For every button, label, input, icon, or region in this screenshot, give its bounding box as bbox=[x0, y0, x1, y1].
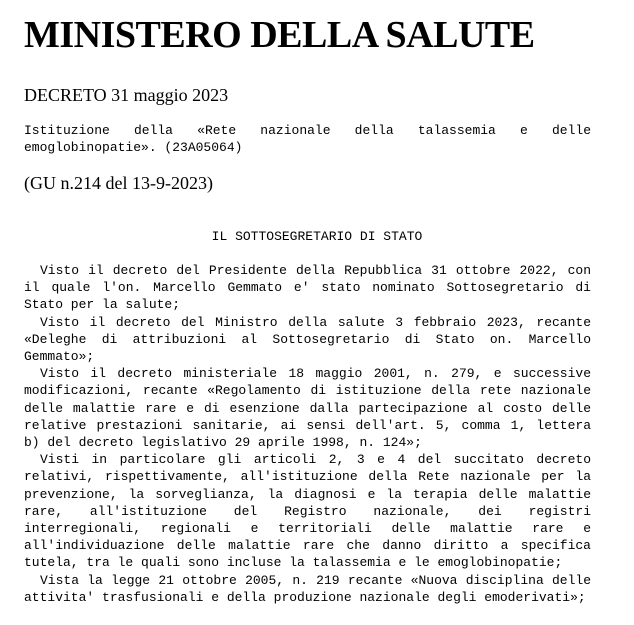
paragraph-presidential-decree: Visto il decreto del Presidente della Repubblica 31 ottobre 2022, con il quale l'on. Marcello Gemmato e' stato nominato Sottosegretario di Stato per la salute; bbox=[24, 263, 591, 313]
decree-subject: Istituzione della «Rete nazionale della talassemia e delle emoglobinopatie». (23A05064) bbox=[24, 123, 591, 155]
gazette-reference: (GU n.214 del 13-9-2023) bbox=[24, 173, 213, 193]
paragraph-ministerial-decree-2001: Visto il decreto ministeriale 18 maggio 2001, n. 279, e successive modificazioni, recante «Regolamento di istituzione della rete nazionale delle malattie rare e di esenzione dalla partecipazione al costo delle relative prestazioni sanitarie, ai sensi dell'art. 5, comma 1, lettera b) del decreto legislativo 29 aprile 1998, n. 124»; bbox=[24, 366, 591, 451]
decree-title: DECRETO 31 maggio 2023 bbox=[24, 85, 229, 105]
paragraph-ministerial-delegation: Visto il decreto del Ministro della salute 3 febbraio 2023, recante «Deleghe di attribuzioni al Sottosegretario di Stato on. Marcello Gemmato»; bbox=[24, 314, 591, 365]
signer-heading: IL SOTTOSEGRETARIO DI STATO bbox=[211, 229, 423, 244]
decree-body bbox=[24, 262, 591, 606]
paragraph-articles-2-3-4: Visti in particolare gli articoli 2, 3 e 4 del succitato decreto relativi, rispettivamente, all'istituzione della Rete nazionale per la prevenzione, la sorveglianza, la diagnosi e la terapia delle malattie rare, all'istituzione del Registro nazionale, dei registri interregionali, regionali e territoriali delle malattie rare e all'individuazione delle malattie rare che danno diritto a specifica tutela, tra le quali sono incluse la talassemia e le emoglobinopatie; bbox=[24, 452, 591, 571]
ministry-heading: MINISTERO DELLA SALUTE bbox=[24, 14, 535, 56]
paragraph-law-219-2005: Vista la legge 21 ottobre 2005, n. 219 recante «Nuova disciplina delle attivita' trasfusionali e della produzione nazionale degli emoderivati»; bbox=[24, 572, 591, 605]
